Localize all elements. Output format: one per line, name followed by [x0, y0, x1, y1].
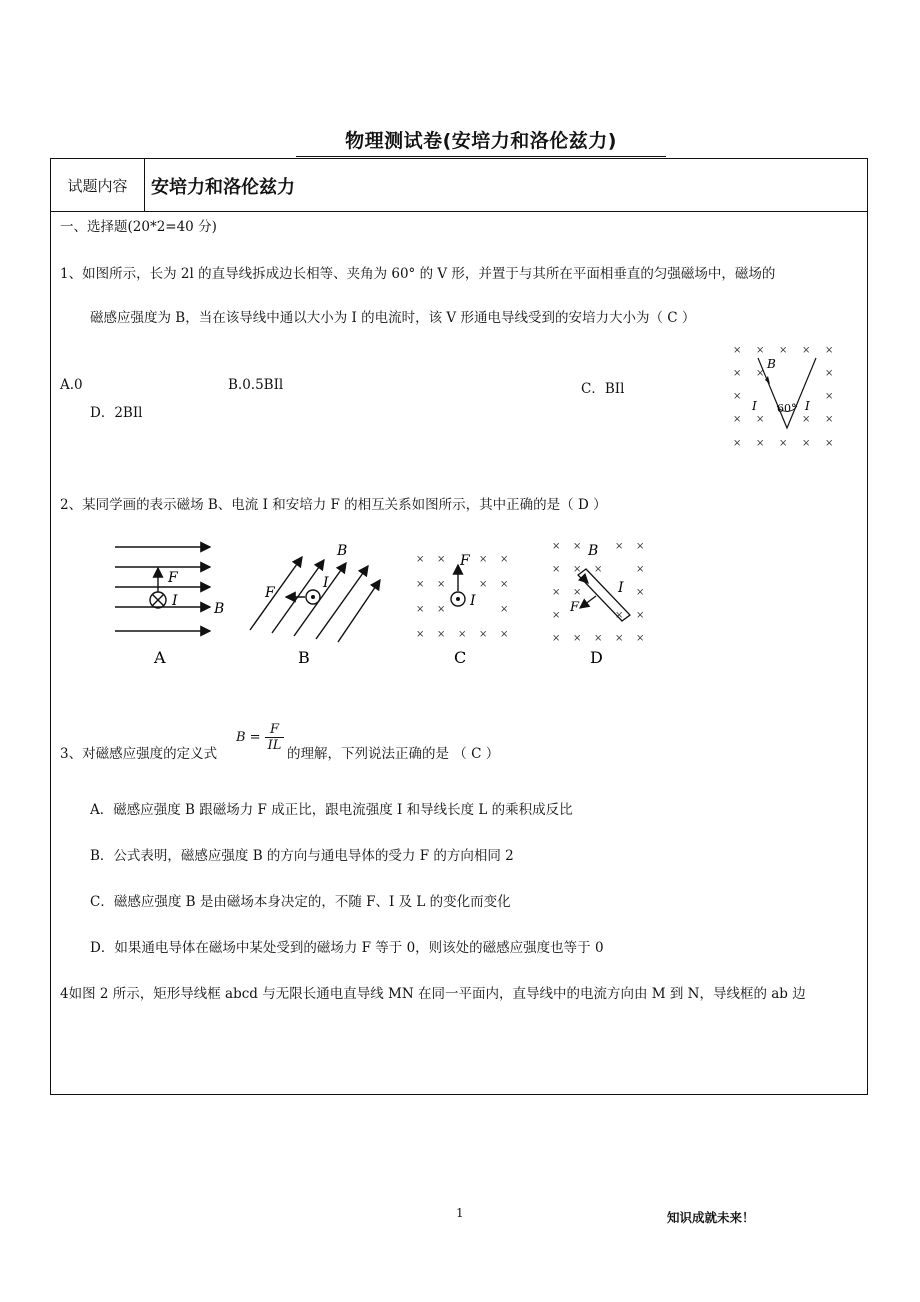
svg-text:×: ×: [825, 345, 834, 356]
q1-angle-label: 60°: [777, 402, 797, 415]
q2-d-current-label: I: [618, 580, 624, 596]
q1-option-b: B.0.5BIl: [228, 377, 284, 393]
q1-line2: 磁感应强度为 B，当在该导线中通以大小为 I 的电流时，该 V 形通电导线受到的安培力大小为（ C ）: [90, 310, 696, 326]
svg-text:×: ×: [552, 610, 561, 621]
svg-text:×: ×: [500, 579, 509, 590]
q2-label-c: C: [454, 648, 467, 667]
page-number: 1: [456, 1206, 464, 1220]
q2-b-current-dot: [311, 595, 315, 599]
q2-figure-a: [115, 547, 210, 631]
q3-option-c: C．磁感应强度 B 是由磁场本身决定的，不随 F、I 及 L 的变化而变化: [90, 894, 511, 910]
svg-text:×: ×: [437, 554, 446, 565]
svg-text:×: ×: [756, 414, 765, 425]
svg-text:×: ×: [636, 541, 645, 552]
svg-text:×: ×: [802, 438, 811, 449]
svg-text:×: ×: [552, 541, 561, 552]
q1-i-label-right: I: [805, 399, 810, 413]
svg-text:×: ×: [733, 345, 742, 356]
q3-option-d: D．如果通电导体在磁场中某处受到的磁场力 F 等于 0，则该处的磁感应强度也等于 0: [90, 940, 604, 956]
q2-b-force-label: F: [265, 585, 275, 601]
svg-text:×: ×: [615, 610, 624, 621]
q1-v-wire-figure: [725, 340, 845, 455]
q1-option-c: C．BIl: [581, 381, 625, 397]
q2-d-field-label: B: [588, 543, 599, 559]
q2-c-force-label: F: [460, 553, 470, 569]
q3-formula-lhs: B =: [236, 729, 261, 745]
q2-d-force-label: F: [570, 600, 580, 615]
q2-b-current-label: I: [323, 575, 329, 591]
svg-text:×: ×: [825, 368, 834, 379]
q3-formula-numerator: F: [269, 721, 279, 737]
footer-motto: 知识成就未来！: [667, 1210, 755, 1225]
q2-c-current-dot: [456, 597, 460, 601]
svg-text:×: ×: [437, 604, 446, 615]
svg-text:×: ×: [479, 554, 488, 565]
svg-text:×: ×: [594, 633, 603, 644]
q2-label-a: A: [154, 648, 166, 667]
svg-text:×: ×: [756, 368, 765, 379]
svg-text:×: ×: [416, 579, 425, 590]
svg-text:×: ×: [437, 629, 446, 640]
q2-a-current-label: I: [172, 593, 178, 609]
q1-field-crosses: [733, 345, 833, 449]
svg-text:×: ×: [733, 391, 742, 402]
q1-option-d: D．2BIl: [90, 405, 143, 421]
svg-text:×: ×: [573, 633, 582, 644]
svg-text:×: ×: [779, 438, 788, 449]
svg-text:×: ×: [636, 587, 645, 598]
svg-text:×: ×: [573, 587, 582, 598]
header-label: 试题内容: [51, 159, 145, 211]
q1-line1: 1、如图所示，长为 2l 的直导线拆成边长相等、夹角为 60° 的 V 形，并置于与其所在平面相垂直的匀强磁场中，磁场的: [60, 266, 776, 282]
q1-b-label: B: [767, 357, 776, 371]
svg-text:×: ×: [756, 438, 765, 449]
svg-text:×: ×: [615, 541, 624, 552]
section-heading: 一、选择题(20*2=40 分): [60, 219, 217, 235]
svg-text:×: ×: [479, 629, 488, 640]
svg-text:×: ×: [416, 629, 425, 640]
q3-formula-fraction: [265, 722, 285, 753]
svg-text:×: ×: [733, 368, 742, 379]
svg-text:×: ×: [733, 414, 742, 425]
q3-stem-prefix: 3、对磁感应强度的定义式: [60, 746, 218, 762]
svg-text:×: ×: [825, 391, 834, 402]
svg-text:×: ×: [500, 629, 509, 640]
svg-text:×: ×: [594, 564, 603, 575]
table-header-row: [51, 159, 867, 212]
q2-a-force-label: F: [168, 570, 178, 586]
svg-text:×: ×: [416, 604, 425, 615]
svg-text:×: ×: [615, 633, 624, 644]
svg-text:×: ×: [825, 438, 834, 449]
q3-stem-suffix: 的理解，下列说法正确的是 （ C ）: [287, 746, 500, 762]
svg-text:×: ×: [500, 604, 509, 615]
q2-a-field-label: B: [214, 601, 225, 617]
svg-text:×: ×: [500, 554, 509, 565]
svg-text:×: ×: [756, 345, 765, 356]
q2-figures: [110, 535, 655, 670]
q3-formula: [236, 712, 284, 762]
svg-text:×: ×: [552, 633, 561, 644]
svg-text:×: ×: [573, 564, 582, 575]
q1-i-label-left: I: [752, 399, 757, 413]
svg-text:×: ×: [573, 541, 582, 552]
svg-text:×: ×: [552, 564, 561, 575]
q2-label-b: B: [298, 648, 310, 667]
svg-text:×: ×: [416, 554, 425, 565]
svg-text:×: ×: [636, 564, 645, 575]
q3-option-b: B．公式表明，磁感应强度 B 的方向与通电导体的受力 F 的方向相同 2: [90, 848, 514, 864]
svg-text:×: ×: [479, 579, 488, 590]
q2-c-current-label: I: [470, 593, 476, 609]
page-title: 物理测试卷(安培力和洛伦兹力): [296, 126, 666, 157]
header-topic: 安培力和洛伦兹力: [151, 177, 295, 198]
svg-text:×: ×: [802, 345, 811, 356]
svg-text:×: ×: [636, 610, 645, 621]
svg-text:×: ×: [458, 629, 467, 640]
q1-option-a: A.0: [60, 377, 83, 393]
q2-stem: 2、某同学画的表示磁场 B、电流 I 和安培力 F 的相互关系如图所示，其中正确的是（ D ）: [60, 497, 607, 513]
q4-stem: 4如图 2 所示，矩形导线框 abcd 与无限长通电直导线 MN 在同一平面内，直导线中的电流方向由 M 到 N，导线框的 ab 边: [60, 986, 806, 1002]
q3-option-a: A．磁感应强度 B 跟磁场力 F 成正比，跟电流强度 I 和导线长度 L 的乘积成反比: [90, 802, 573, 818]
svg-text:×: ×: [802, 414, 811, 425]
svg-text:×: ×: [733, 438, 742, 449]
svg-text:×: ×: [437, 579, 446, 590]
svg-text:×: ×: [825, 414, 834, 425]
q3-formula-denominator: IL: [265, 737, 285, 753]
svg-text:×: ×: [779, 345, 788, 356]
svg-text:×: ×: [552, 587, 561, 598]
q2-label-d: D: [590, 648, 603, 667]
q2-b-field-label: B: [337, 543, 348, 559]
svg-text:×: ×: [636, 633, 645, 644]
